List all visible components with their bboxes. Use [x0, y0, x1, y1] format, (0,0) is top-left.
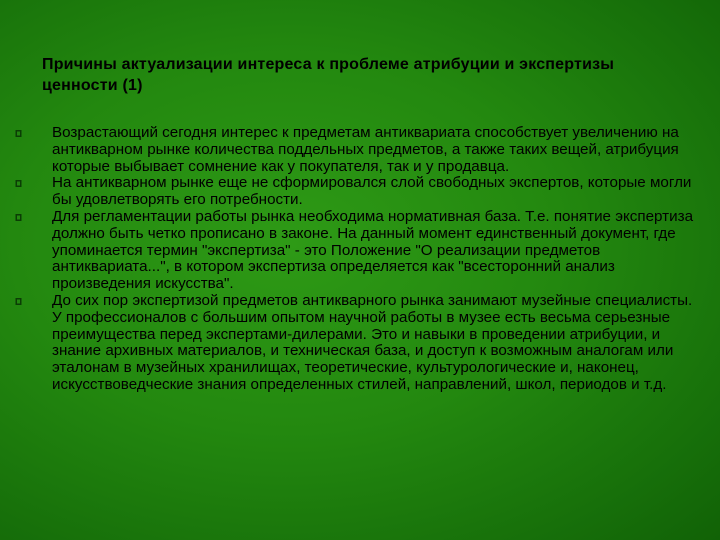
square-bullet-icon — [15, 179, 22, 188]
list-item — [12, 209, 702, 293]
bullet-text: До сих пор экспертизой предметов антикварного рынка занимают музейные специалисты. У профессионалов с большим опытом научной работы в музее есть весьма серьезные преимущества перед экспертами-дилерами. Это и навыки в проведении атрибуции, и знание архивных материалов, и техническая база, и доступ к возможным аналогам или эталонам в музейных хранилищах, теоретические, культурологические и, наконец, искусствоведческие знания определенных стилей, направлений, школ, периодов и т.д. — [52, 291, 693, 393]
square-bullet-icon — [15, 213, 22, 222]
list-item — [12, 293, 702, 394]
bullet-text: Для регламентации работы рынка необходима нормативная база. Т.е. понятие экспертиза должно быть четко прописано в законе. На данный момент единственный документ, где упоминается термин "экспертиза" - это Положение "О реализации предметов антиквариата...", в котором экспертиза определяется как "всесторонний анализ произведения искусства". — [52, 207, 694, 293]
bullet-list — [12, 125, 702, 394]
slide-title: Причины актуализации интереса к проблеме атрибуции и экспертизы ценности (1) — [42, 56, 615, 94]
list-item — [12, 175, 702, 209]
square-bullet-icon — [15, 129, 22, 138]
bullet-text: На антикварном рынке еще не сформировался слой свободных экспертов, которые могли бы удовлетворять его потребности. — [52, 174, 692, 209]
list-item — [12, 125, 702, 175]
square-bullet-icon — [15, 297, 22, 306]
bullet-text: Возрастающий сегодня интерес к предметам антиквариата способствует увеличению на антикварном рынке количества поддельных предметов, а также таких вещей, атрибуция которые выбывает сомнение как у покупателя, так и у продавца. — [52, 124, 679, 175]
